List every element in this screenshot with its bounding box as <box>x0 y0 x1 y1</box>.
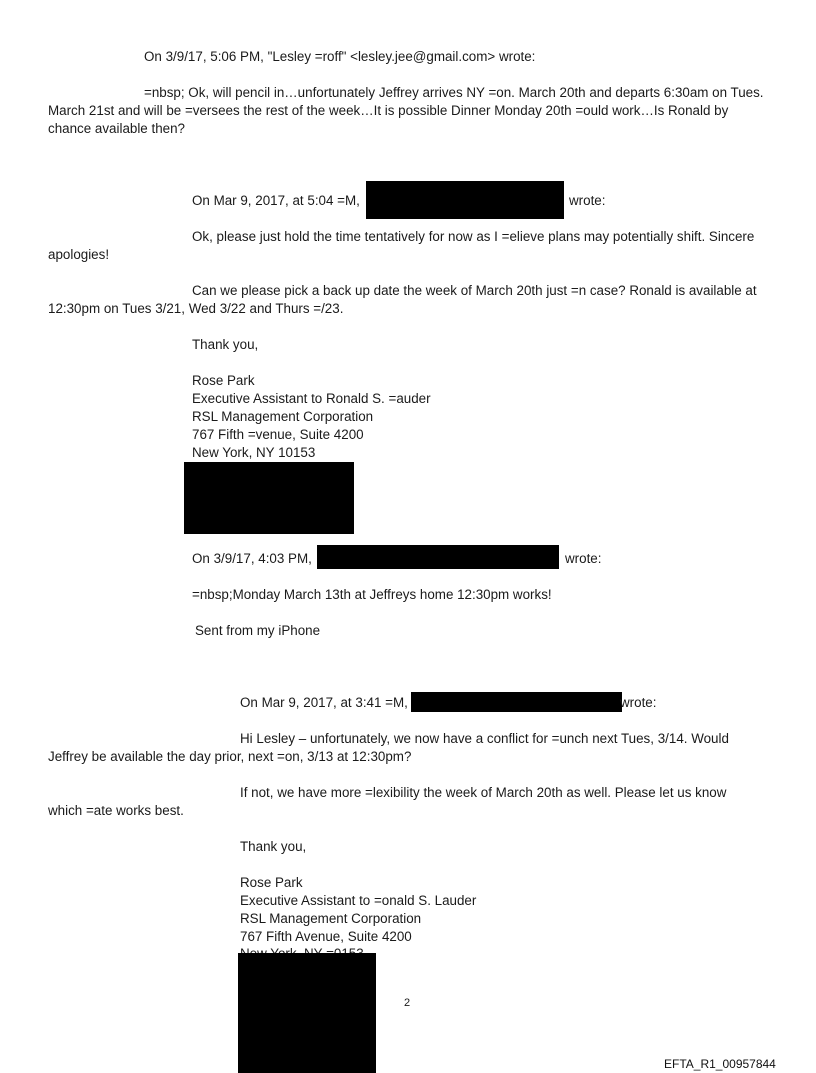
email-body-2-p2-line1: Can we please pick a back up date the week of March 20th just =n case? Ronald is available at <box>192 283 757 298</box>
redaction-box <box>238 953 376 1073</box>
signature-address: 767 Fifth =venue, Suite 4200 <box>192 427 364 442</box>
email-thanks-4: Thank you, <box>240 839 307 854</box>
email-thanks-2: Thank you, <box>192 337 259 352</box>
email-body-4-p1-line1: Hi Lesley – unfortunately, we now have a conflict for =unch next Tues, 3/14. Would <box>240 731 729 746</box>
email-body-2-p1-line2: apologies! <box>48 247 110 262</box>
email-body-1-line2: March 21st and will be =versees the rest of the week…It is possible Dinner Monday 20th =ould work…Is Ronald by <box>48 103 729 118</box>
email-header-4-post: wrote: <box>620 695 657 710</box>
email-header-3-post: wrote: <box>565 551 602 566</box>
email-body-1-line3: chance available then? <box>48 121 185 136</box>
redaction-box <box>411 692 622 712</box>
email-body-4-p2-line1: If not, we have more =lexibility the week of March 20th as well. Please let us know <box>240 785 727 800</box>
page-number: 2 <box>404 997 411 1009</box>
email-body-2-p1-line1: Ok, please just hold the time tentatively for now as I =elieve plans may potentially shift. Sincere <box>192 229 755 244</box>
email-header-4-pre: On Mar 9, 2017, at 3:41 =M, <box>240 695 408 710</box>
email-body-3: =nbsp;Monday March 13th at Jeffreys home 12:30pm works! <box>192 587 552 602</box>
redaction-box <box>366 181 564 219</box>
email-header-2 <box>192 192 360 210</box>
email-header-2-pre: On Mar 9, 2017, at 5:04 =M, <box>192 193 360 208</box>
signature-company: RSL Management Corporation <box>240 911 422 926</box>
redaction-box <box>184 462 354 534</box>
email-header-2-post: wrote: <box>569 193 606 208</box>
sent-from-line: Sent from my iPhone <box>195 623 321 638</box>
signature-title: Executive Assistant to =onald S. Lauder <box>240 893 477 908</box>
signature-address: 767 Fifth Avenue, Suite 4200 <box>240 929 412 944</box>
signature-title: Executive Assistant to Ronald S. =auder <box>192 391 431 406</box>
email-header-1: On 3/9/17, 5:06 PM, "Lesley =roff" <lesley.jee@gmail.com> wrote: <box>144 49 536 64</box>
redaction-box <box>317 545 559 569</box>
document-id: EFTA_R1_00957844 <box>664 1057 776 1071</box>
email-body-2-p2-line2: 12:30pm on Tues 3/21, Wed 3/22 and Thurs =/23. <box>48 301 344 316</box>
email-body-1-line1: =nbsp; Ok, will pencil in…unfortunately Jeffrey arrives NY =on. March 20th and departs 6:30am on Tues. <box>144 85 764 100</box>
email-body-4-p1-line2: Jeffrey be available the day prior, next =on, 3/13 at 12:30pm? <box>48 749 412 764</box>
signature-name: Rose Park <box>192 373 255 388</box>
signature-company: RSL Management Corporation <box>192 409 374 424</box>
signature-city: New York, NY 10153 <box>192 445 316 460</box>
email-body-4-p2-line2: which =ate works best. <box>48 803 184 818</box>
signature-name: Rose Park <box>240 875 303 890</box>
email-header-3-pre: On 3/9/17, 4:03 PM, <box>192 551 312 566</box>
